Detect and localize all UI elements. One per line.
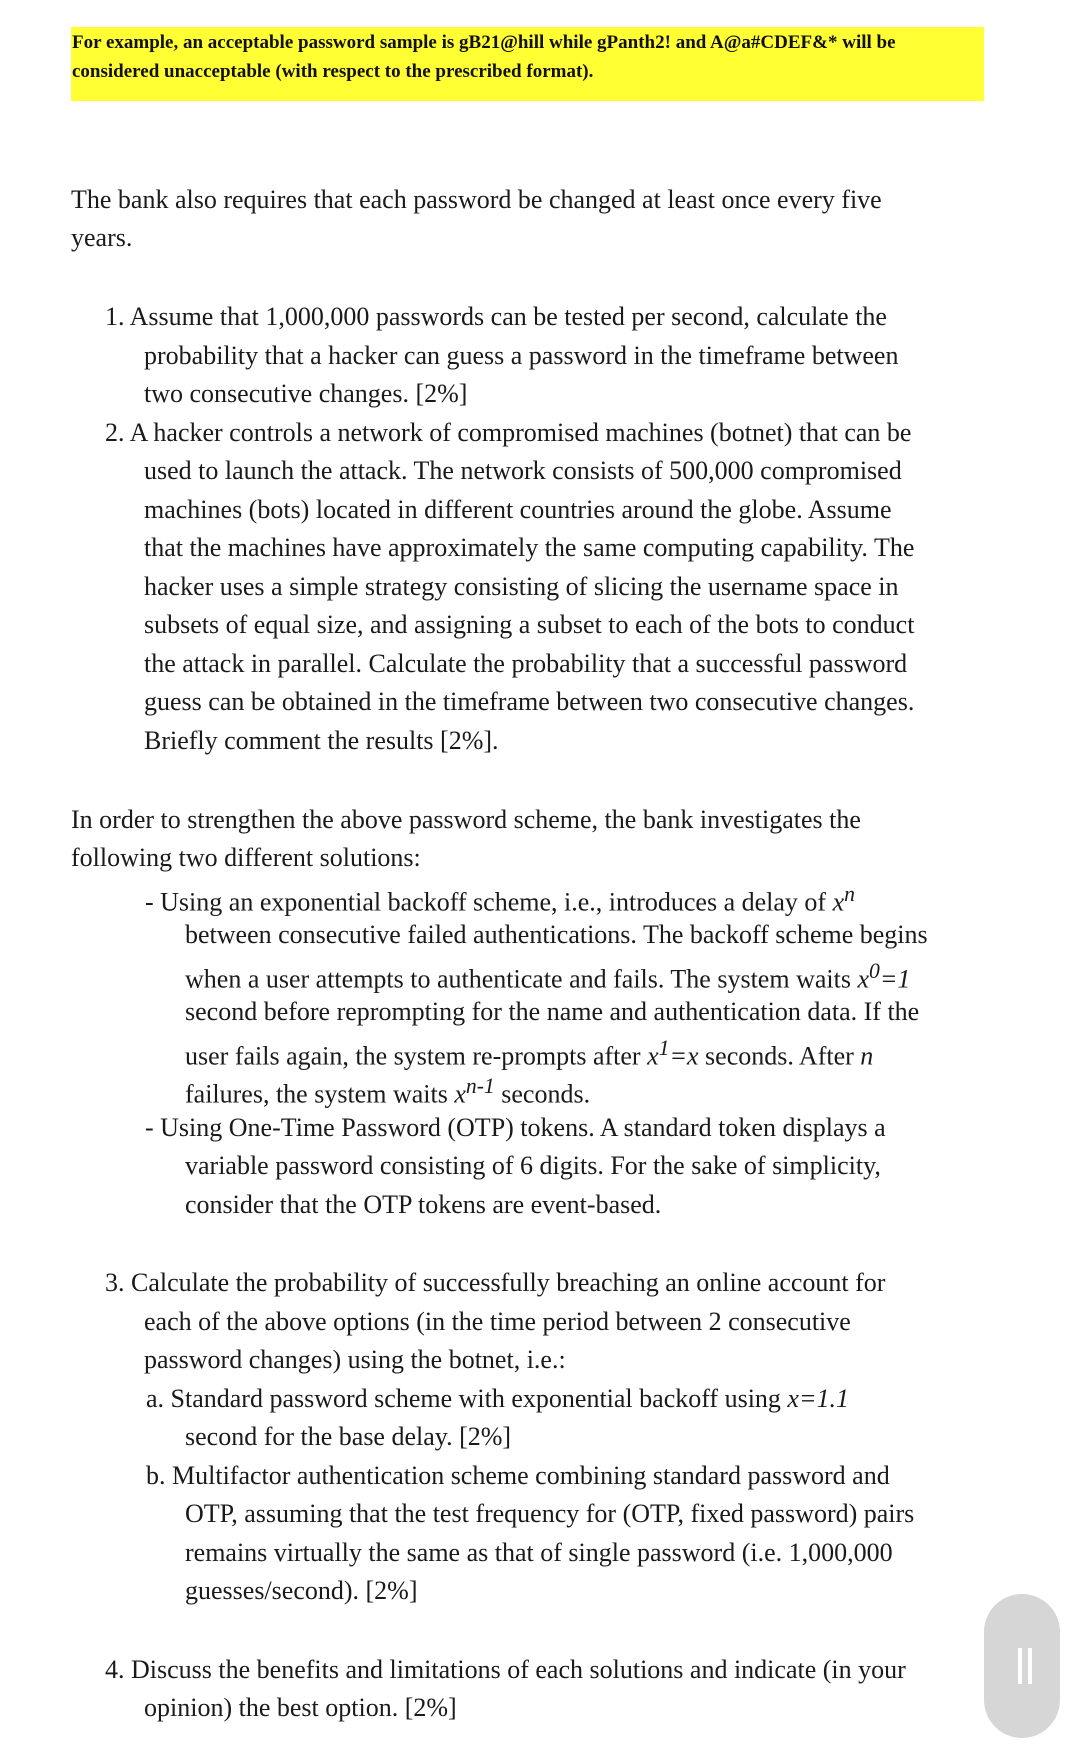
question-1-line-3: two consecutive changes. [2%] <box>144 379 468 408</box>
otp-line-1: - Using One-Time Password (OTP) tokens. A standard token displays a <box>145 1113 886 1142</box>
highlight-line-2: considered unacceptable (with respect to the prescribed format). <box>72 61 594 82</box>
backoff-line-6: failures, the system waits $x^{n-1}$ seconds. <box>185 1074 591 1109</box>
question-3b-line-2: OTP, assuming that the test frequency for (OTP, fixed password) pairs <box>185 1499 915 1528</box>
question-2-line-5: hacker uses a simple strategy consisting of slicing the username space in <box>144 572 899 601</box>
question-1-line-1: 1. Assume that 1,000,000 passwords can be tested per second, calculate the <box>105 302 887 331</box>
backoff-line-5: user fails again, the system re-prompts after $x^1=x$ seconds. After n <box>185 1036 874 1071</box>
highlight-line-1: For example, an acceptable password sample is gB21@hill while gPanth2! and A@a#CDEF&* will be <box>72 32 896 53</box>
question-3-line-2: each of the above options (in the time period between 2 consecutive <box>144 1307 851 1336</box>
intro-line-1: The bank also requires that each password be changed at least once every five <box>71 185 882 214</box>
question-2-line-3: machines (bots) located in different countries around the globe. Assume <box>144 495 892 524</box>
otp-line-2: variable password consisting of 6 digits. For the sake of simplicity, <box>185 1151 881 1180</box>
question-3-line-1: 3. Calculate the probability of successfully breaching an online account for <box>105 1268 886 1297</box>
backoff-line-1: - Using an exponential backoff scheme, i.e., introduces a delay of $x^n$ <box>145 882 855 917</box>
question-3b-line-1: b. Multifactor authentication scheme combining standard password and <box>146 1461 890 1490</box>
question-4-line-2: opinion) the best option. [2%] <box>144 1693 457 1722</box>
question-2-line-4: that the machines have approximately the same computing capability. The <box>144 533 915 562</box>
question-2-line-9: Briefly comment the results [2%]. <box>144 726 499 755</box>
question-3a-line-1: a. Standard password scheme with exponential backoff using x=1.1 <box>146 1384 850 1413</box>
question-3b-line-4: guesses/second). [2%] <box>185 1576 418 1605</box>
question-3a-line-2: second for the base delay. [2%] <box>185 1422 512 1451</box>
question-2-line-1: 2. A hacker controls a network of compromised machines (botnet) that can be <box>105 418 912 447</box>
otp-line-3: consider that the OTP tokens are event-based. <box>185 1190 662 1219</box>
question-2-line-6: subsets of equal size, and assigning a subset to each of the bots to conduct <box>144 610 915 639</box>
grip-icon <box>1018 1648 1025 1684</box>
question-2-line-2: used to launch the attack. The network consists of 500,000 compromised <box>144 456 902 485</box>
strengthen-line-1: In order to strengthen the above password scheme, the bank investigates the <box>71 805 861 834</box>
backoff-line-3: when a user attempts to authenticate and fails. The system waits $x^0=1$ <box>185 959 911 994</box>
strengthen-line-2: following two different solutions: <box>71 843 421 872</box>
question-1-line-2: probability that a hacker can guess a password in the timeframe between <box>144 341 899 370</box>
question-3-line-3: password changes) using the botnet, i.e.: <box>144 1345 566 1374</box>
question-2-line-7: the attack in parallel. Calculate the probability that a successful password <box>144 649 908 678</box>
scrollbar-handle[interactable] <box>984 1594 1060 1738</box>
question-3b-line-3: remains virtually the same as that of single password (i.e. 1,000,000 <box>185 1538 893 1567</box>
backoff-line-2: between consecutive failed authentications. The backoff scheme begins <box>185 920 928 949</box>
question-4-line-1: 4. Discuss the benefits and limitations of each solutions and indicate (in your <box>105 1655 906 1684</box>
intro-line-2: years. <box>71 223 133 252</box>
backoff-line-4: second before reprompting for the name and authentication data. If the <box>185 997 920 1026</box>
question-2-line-8: guess can be obtained in the timeframe between two consecutive changes. <box>144 687 915 716</box>
